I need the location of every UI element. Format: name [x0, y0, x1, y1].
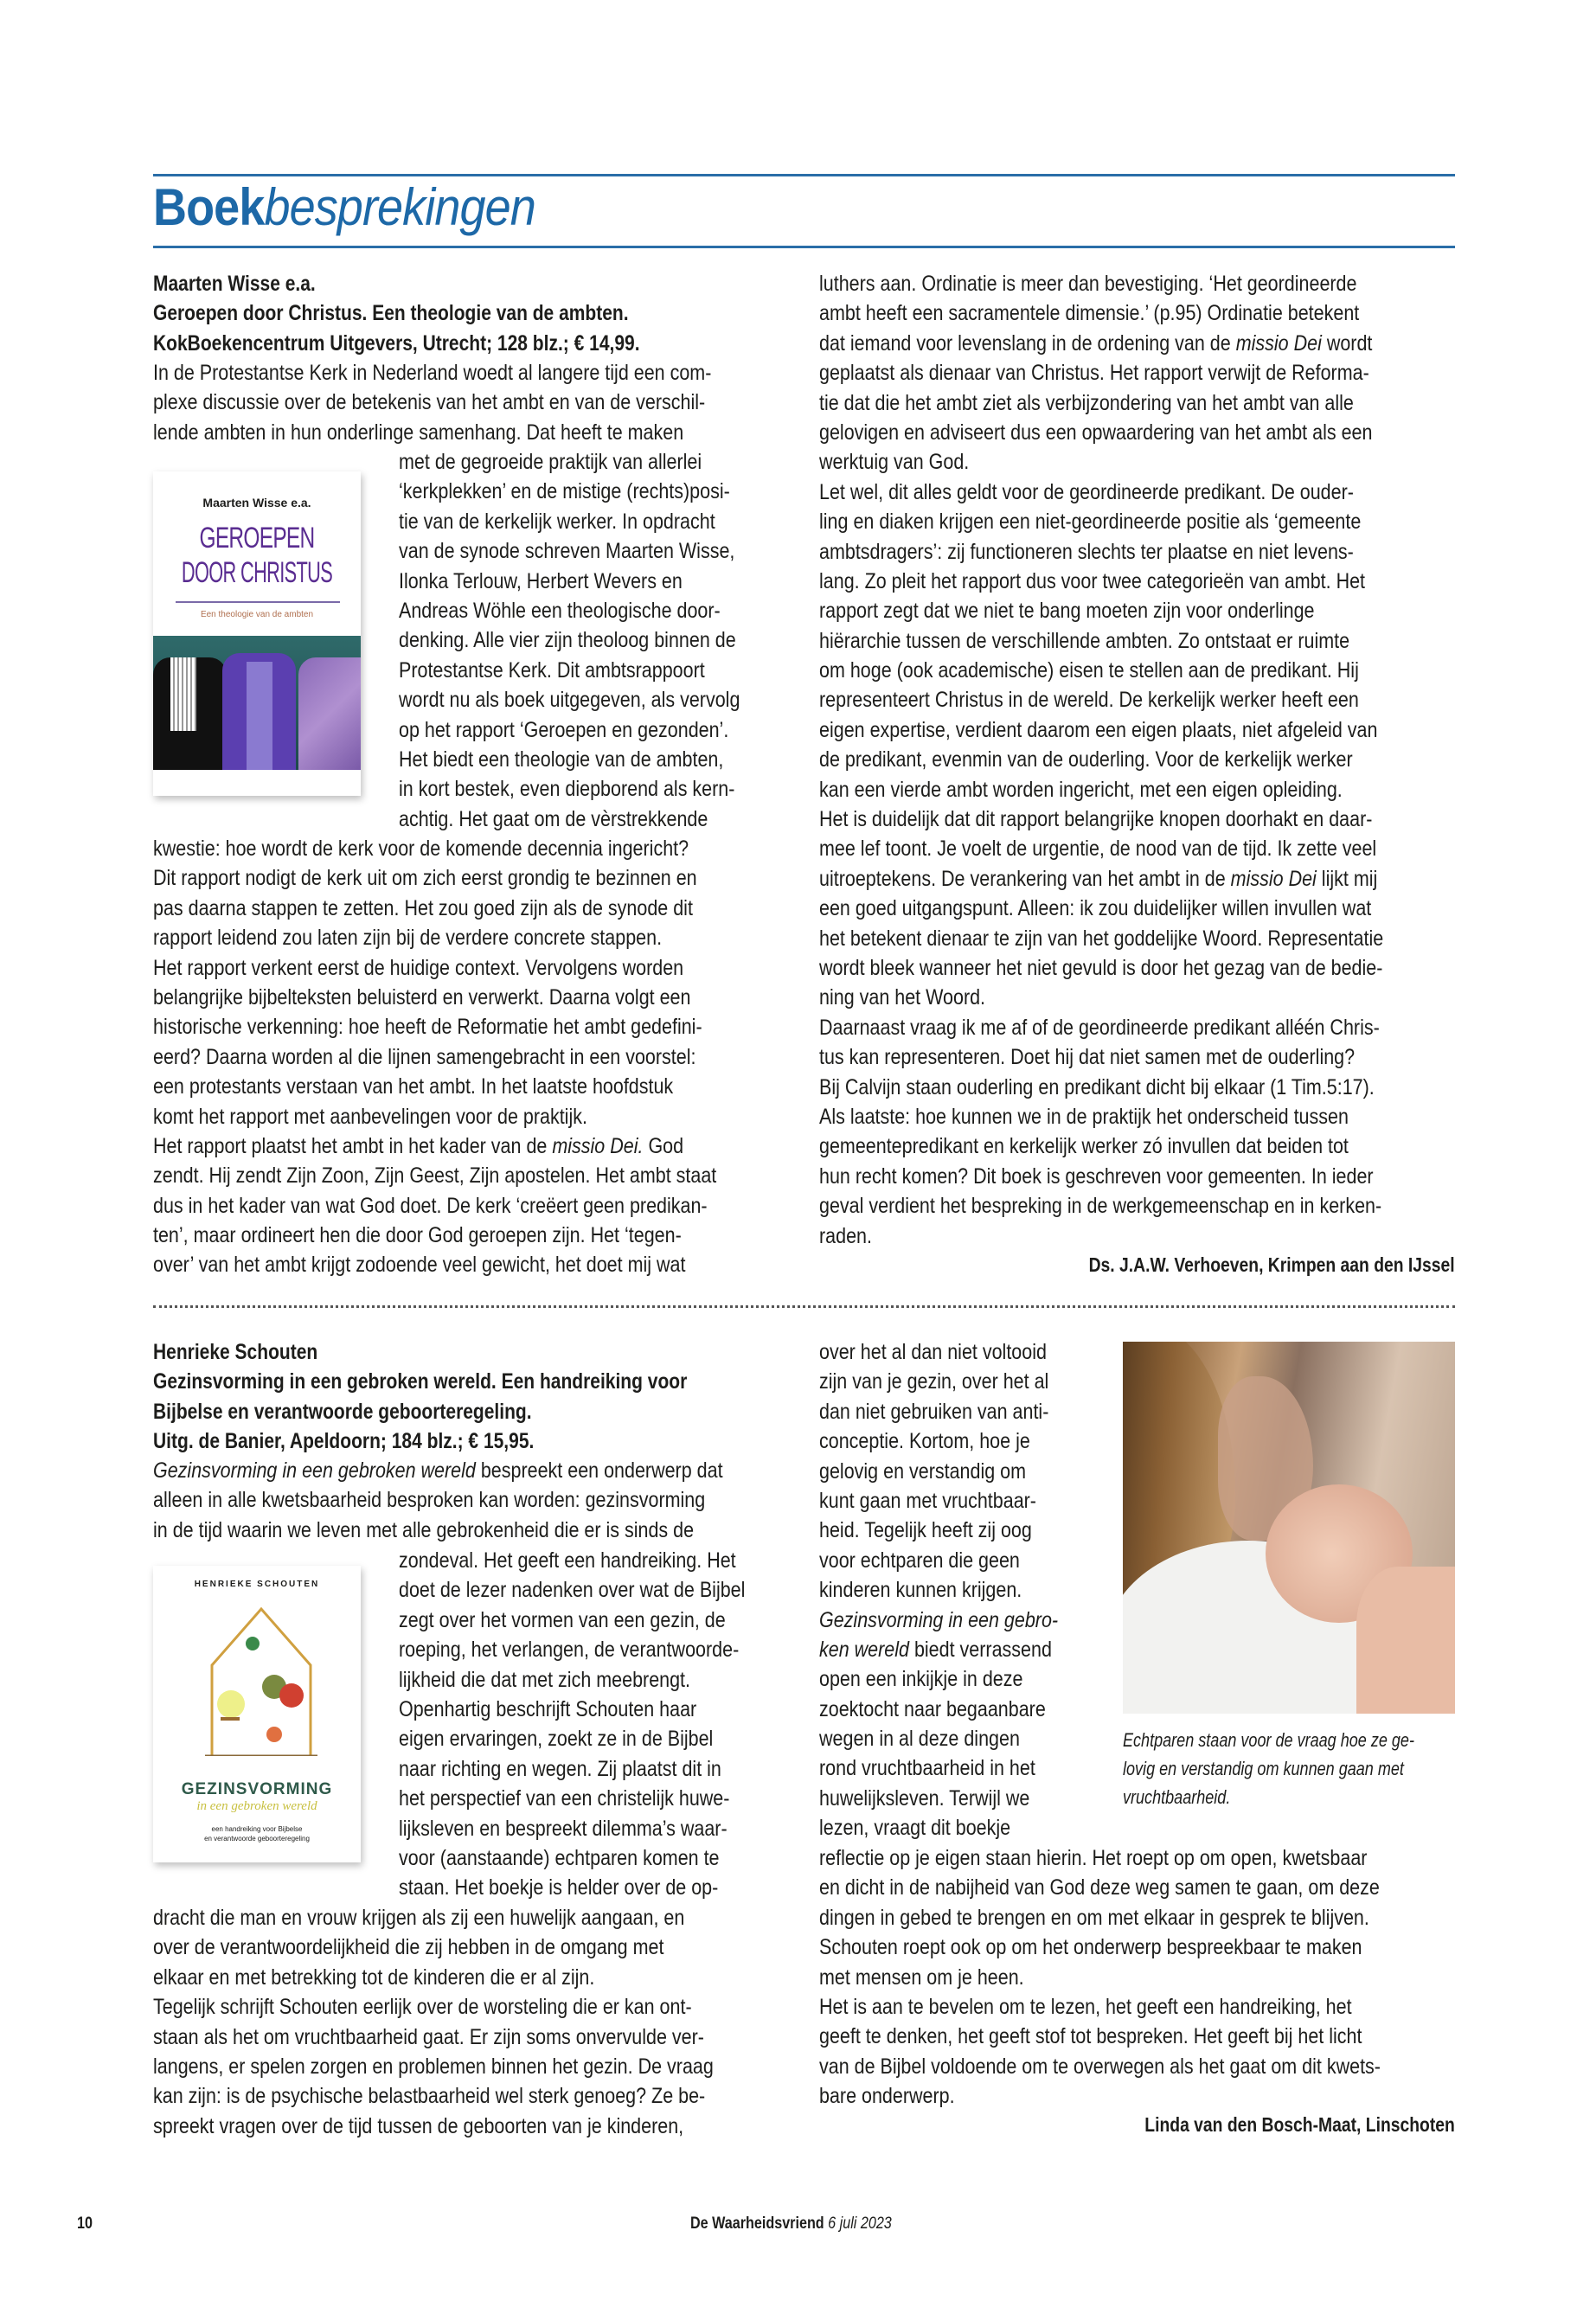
caption-line: lovig en verstandig om kunnen gaan met	[1123, 1758, 1404, 1779]
text-line: Het rapport verkent eerst de huidige context. Vervolgens worden	[153, 955, 684, 980]
text-line: belangrijke bijbelteksten beluisterd en verwerkt. Daarna volgt een	[153, 984, 691, 1009]
text-line: Henrieke Schouten	[153, 1340, 318, 1364]
text-line: mee lef toont. Je voelt de urgentie, de nood van de tijd. Ik zette veel	[819, 836, 1377, 862]
text-segment: bespreekt een onderwerp dat	[475, 1458, 723, 1483]
cover-illustration-robes	[153, 636, 361, 770]
text-line: doet de lezer nadenken over wat de Bijbel	[399, 1578, 746, 1603]
text-line	[819, 1635, 1058, 1664]
section-divider	[153, 1305, 1455, 1308]
text-line: ‘kerkplekken’ en de mistige (rechts)posi-	[399, 479, 730, 504]
text-line: raden.	[819, 1223, 872, 1248]
text-line: rapport zegt dat we niet te bang moeten zijn voor onderlinge	[819, 599, 1315, 624]
text-line: met mensen om je heen.	[819, 1965, 1024, 1990]
text-line: rond vruchtbaarheid in het	[819, 1756, 1035, 1781]
text-line: Dit rapport nodigt de kerk uit om zich eerst grondig te bezinnen en	[153, 866, 697, 891]
text-line: heid. Tegelijk heeft zij oog	[819, 1518, 1032, 1543]
text-line: kinderen kunnen krijgen.	[819, 1578, 1022, 1603]
title-bold: Boek	[153, 178, 265, 236]
text-line: eigen expertise, verdient daarom een eigen plaats, niet afgeleid van	[819, 717, 1378, 742]
text-line: open een inkijkje in deze	[819, 1667, 1023, 1692]
italic-text: Gezinsvorming in een gebro-	[819, 1607, 1059, 1632]
text-line: dan niet gebruiken van anti-	[819, 1399, 1049, 1424]
text-line: gelovig en verstandig om	[819, 1458, 1027, 1484]
page-title	[153, 177, 535, 237]
title-italic: besprekingen	[264, 178, 535, 236]
top-rule	[153, 174, 1455, 176]
text-line: het perspectief van een christelijk huwe-	[399, 1786, 730, 1811]
text-line: lende ambten in hun onderlinge samenhang. Dat heeft te maken	[153, 420, 684, 445]
text-line: Als laatste: hoe kunnen we in de praktijk het onderscheid tussen	[819, 1104, 1349, 1129]
text-line: het betekent dienaar te zijn van het goddelijke Woord. Representatie	[819, 926, 1384, 951]
text-line: over de verantwoordelijkheid die zij hebben in de omgang met	[153, 1935, 664, 1960]
text-line: op het rapport ‘Geroepen en gezonden’.	[399, 717, 729, 742]
review2-heading	[153, 1337, 789, 1457]
text-line: geval verdient het bespreking in de werkgemeenschap en in kerken-	[819, 1194, 1382, 1219]
cover-title-line2: DOOR CHRISTUS	[181, 556, 333, 589]
text-line: elkaar en met betrekking tot de kinderen die er al zijn.	[153, 1965, 595, 1990]
text-line: roeping, het verlangen, de verantwoorde-	[399, 1638, 740, 1663]
book-cover-geroepen-door-christus	[153, 471, 361, 796]
caption-line: Echtparen staan voor de vraag hoe ze ge-	[1123, 1729, 1414, 1751]
text-line	[819, 864, 1383, 894]
review2-body-bottom	[153, 1903, 804, 2141]
text-line: over’ van het ambt krijgt zodoende veel gewicht, het doet mij wat	[153, 1253, 686, 1278]
text-line: representeert Christus in de wereld. De kerkelijk werker heeft een	[819, 688, 1359, 713]
text-line: zendt. Hij zendt Zijn Zoon, Zijn Geest, Zijn apostelen. Het ambt staat	[153, 1163, 717, 1189]
text-line: kunt gaan met vruchtbaar-	[819, 1488, 1036, 1513]
house-illustration	[205, 1600, 317, 1756]
cover-author: HENRIEKE SCHOUTEN	[194, 1580, 320, 1589]
review1-body-col2	[819, 269, 1475, 1251]
text-line	[819, 329, 1383, 358]
text-line: KokBoekencentrum Uitgevers, Utrecht; 128 blz.; € 14,99.	[153, 330, 640, 356]
text-line: en dicht in de nabijheid van God deze weg samen te gaan, om deze	[819, 1875, 1380, 1900]
cover-title-line1: GEROEPEN	[199, 522, 315, 554]
text-line: lang. Zo pleit het rapport dus voor twee categorieën van ambt. Het	[819, 568, 1366, 593]
text-line: In de Protestantse Kerk in Nederland woedt al langere tijd een com-	[153, 361, 712, 385]
cover-subtitle: in een gebroken wereld	[196, 1799, 317, 1813]
text-line: Bij Calvijn staan ouderling en predikant dicht bij elkaar (1 Tim.5:17).	[819, 1074, 1375, 1099]
text-segment: dat iemand voor levenslang in de ordening van de	[819, 330, 1236, 356]
text-line: Tegelijk schrijft Schouten eerlijk over de worsteling die er kan ont-	[153, 1995, 692, 2020]
photo-mother-with-baby	[1123, 1342, 1455, 1714]
text-line: Let wel, dit alles geldt voor de geordineerde predikant. De ouder-	[819, 479, 1354, 504]
text-line: tus kan representeren. Doet hij dat niet samen met de ouderling?	[819, 1045, 1356, 1070]
page-number: 10	[77, 2214, 93, 2233]
text-line: denking. Alle vier zijn theoloog binnen de	[399, 628, 736, 653]
book-cover-gezinsvorming	[153, 1566, 361, 1862]
text-segment: lijkt mij	[1316, 866, 1378, 891]
text-line: Openhartig beschrijft Schouten haar	[399, 1696, 697, 1721]
text-line: wordt nu als boek uitgegeven, als vervolg	[399, 688, 740, 713]
text-line: historische verkenning: hoe heeft de Reformatie het ambt gedefini-	[153, 1015, 702, 1040]
text-line: ambtsdragers’: zij functioneren slechts ter plaatse en niet levens-	[819, 539, 1354, 564]
text-line: geeft te denken, het geeft stof tot bespreken. Het geeft bij het licht	[819, 2024, 1362, 2049]
text-line: kwestie: hoe wordt de kerk voor de komende decennia ingericht?	[153, 836, 689, 861]
text-line	[819, 1606, 1058, 1635]
text-segment: uitroeptekens. De verankering van het ambt in de	[819, 866, 1231, 891]
text-line: wordt bleek wanneer het niet gevuld is door het gezag van de bedie-	[819, 955, 1383, 980]
text-segment: biedt verrassend	[908, 1637, 1052, 1662]
cover-title: GEZINSVORMING	[181, 1780, 333, 1798]
text-line: Protestantse Kerk. Dit ambtsrappoort	[399, 657, 705, 683]
text-line: langens, er spelen zorgen en problemen binnen het gezin. De vraag	[153, 2054, 714, 2079]
text-line: achtig. Het gaat om de vèrstrekkende	[399, 806, 708, 831]
text-line: zondeval. Het geeft een handreiking. Het	[399, 1548, 736, 1573]
text-line	[153, 1131, 716, 1161]
text-line: rapport leidend zou laten zijn bij de verdere concrete stappen.	[153, 926, 663, 951]
text-line: lezen, vraagt dit boekje	[819, 1816, 1011, 1841]
text-line: pas daarna stappen te zetten. Het zou goed zijn als de synode dit	[153, 895, 693, 920]
text-line: tie van de kerkelijk werker. In opdracht	[399, 509, 715, 534]
text-line: een goed uitgangspunt. Alleen: ik zou duidelijker willen invullen wat	[819, 896, 1372, 921]
text-line: dingen in gebed te brengen en om met elkaar in gesprek te blijven.	[819, 1905, 1369, 1930]
text-line: werktuig van God.	[819, 450, 970, 475]
text-line: voor (aanstaande) echtparen komen te	[399, 1845, 720, 1870]
text-line: dus in het kader van wat God doet. De kerk ‘creëert geen predikan-	[153, 1193, 708, 1218]
text-line: kan zijn: is de psychische belastbaarheid wel sterk genoeg? Ze be-	[153, 2084, 706, 2109]
text-line: Het biedt een theologie van de ambten,	[399, 747, 724, 772]
text-line: om hoge (ook academische) eisen te stellen aan de predikant. Hij	[819, 658, 1359, 683]
cover-author: Maarten Wisse e.a.	[202, 496, 311, 510]
text-line: eerd? Daarna worden al die lijnen samengebracht in een voorstel:	[153, 1044, 696, 1069]
text-line: in de tijd waarin we leven met alle gebrokenheid die er is sinds de	[153, 1517, 695, 1542]
text-line: staan. Het boekje is helder over de op-	[399, 1875, 719, 1900]
text-line: geplaatst als dienaar van Christus. Het rapport verwijt de Reforma-	[819, 361, 1369, 386]
review1-body-top	[153, 358, 802, 447]
italic-text: Gezinsvorming in een gebroken wereld	[153, 1458, 476, 1483]
text-line	[153, 1456, 723, 1485]
text-line: dracht die man en vrouw krijgen als zij een huwelijk aangaan, en	[153, 1906, 685, 1930]
review2-body-wrap	[399, 1546, 802, 1903]
text-line: in kort bestek, even diepborend als kern-	[399, 777, 735, 802]
text-line: plexe discussie over de betekenis van het ambt en van de verschil-	[153, 390, 706, 415]
photo-caption	[1123, 1726, 1469, 1811]
text-line: Bijbelse en verantwoorde geboorteregeling.	[153, 1399, 532, 1424]
text-line: ling en diaken krijgen een niet-geordineerde positie als ‘gemeente	[819, 510, 1362, 535]
text-line: Gezinsvorming in een gebroken wereld. Een handreiking voor	[153, 1369, 688, 1394]
review2-body-col2-bottom	[819, 1843, 1472, 2112]
review2-body-top	[153, 1456, 816, 1545]
text-segment: God	[643, 1133, 684, 1158]
italic-text: missio Dei	[1235, 330, 1322, 356]
text-line: Ilonka Terlouw, Herbert Wevers en	[399, 568, 683, 593]
text-line: Daarnaast vraag ik me af of de geordineerde predikant alléén Chris-	[819, 1015, 1380, 1040]
text-line: gelovigen en adviseert dus een opwaardering van het ambt als een	[819, 420, 1373, 445]
text-line: gemeentepredikant en kerkelijk werker zó invullen dat beiden tot	[819, 1134, 1349, 1159]
text-line: met de gegroeide praktijk van allerlei	[399, 450, 702, 474]
review2-body-col2-narrow	[819, 1337, 1097, 1843]
text-line: zijn van je gezin, over het al	[819, 1369, 1049, 1394]
text-line: staan als het om vruchtbaarheid gaat. Er zijn soms onvervulde ver-	[153, 2024, 704, 2049]
text-line: tie dat die het ambt ziet als verbijzondering van het ambt van alle	[819, 390, 1354, 415]
text-line: Het is aan te bevelen om te lezen, het geeft een handreiking, het	[819, 1994, 1352, 2019]
text-line: ten’, maar ordineert hen die door God geroepen zijn. Het ‘tegen-	[153, 1223, 682, 1248]
text-line: alleen in alle kwetsbaarheid besproken kan worden: gezinsvorming	[153, 1488, 706, 1513]
text-line: van de Bijbel voldoende om te overwegen als het gaat om dit kwets-	[819, 2054, 1381, 2079]
italic-text: missio Dei	[1230, 866, 1317, 891]
publication-name: De Waarheidsvriend	[690, 2214, 824, 2233]
text-segment: Het rapport plaatst het ambt in het kader van de	[153, 1133, 553, 1158]
text-line: reflectie op je eigen staan hierin. Het roept op om open, kwetsbaar	[819, 1846, 1368, 1870]
text-line: van de synode schreven Maarten Wisse,	[399, 539, 735, 564]
text-line: de predikant, evenmin van de ouderling. Voor de kerkelijk werker	[819, 747, 1353, 772]
text-line: zegt over het vormen van een gezin, de	[399, 1607, 726, 1632]
italic-text: missio Dei.	[552, 1133, 644, 1158]
text-line: voor echtparen die geen	[819, 1548, 1020, 1573]
review1-signature: Ds. J.A.W. Verhoeven, Krimpen aan den IJssel	[1088, 1253, 1455, 1276]
text-line: Maarten Wisse e.a.	[153, 272, 316, 296]
text-line: ambt heeft een sacramentele dimensie.’ (p.95) Ordinatie betekent	[819, 301, 1360, 326]
text-line: huwelijksleven. Terwijl we	[819, 1785, 1030, 1811]
text-line: over het al dan niet voltooid	[819, 1340, 1047, 1364]
cover-tagline-2: en verantwoorde geboorteregeling	[204, 1835, 310, 1843]
text-line: luthers aan. Ordinatie is meer dan bevestiging. ‘Het geordineerde	[819, 272, 1357, 296]
review1-heading	[153, 269, 733, 358]
text-line: een protestants verstaan van het ambt. In het laatste hoofdstuk	[153, 1074, 674, 1099]
italic-text: ken wereld	[819, 1637, 909, 1662]
text-line: lijkheid die dat met zich meebrengt.	[399, 1667, 691, 1692]
text-line: zoektocht naar begaanbare	[819, 1696, 1046, 1721]
text-line: Uitg. de Banier, Apeldoorn; 184 blz.; € 15,95.	[153, 1429, 535, 1454]
footer-publication	[690, 2214, 892, 2234]
text-line: conceptie. Kortom, hoe je	[819, 1429, 1030, 1454]
text-line: kan een vierde ambt worden ingericht, met een eigen opleiding.	[819, 777, 1343, 802]
text-line: ning van het Woord.	[819, 985, 986, 1010]
review2-signature: Linda van den Bosch-Maat, Linschoten	[1144, 2113, 1455, 2136]
text-line: bare onderwerp.	[819, 2084, 955, 2109]
text-line: lijksleven en bespreekt dilemma’s waar-	[399, 1816, 727, 1841]
text-line: hun recht komen? Dit boek is geschreven voor gemeenten. In ieder	[819, 1163, 1374, 1189]
caption-line: vruchtbaarheid.	[1123, 1786, 1231, 1808]
text-line: wegen in al deze dingen	[819, 1727, 1020, 1752]
review1-body-bottom	[153, 834, 808, 1280]
cover-subtitle: Een theologie van de ambten	[200, 610, 314, 619]
text-line: Andreas Wöhle een theologische door-	[399, 598, 721, 623]
review1-body-wrap	[399, 447, 796, 834]
text-line: komt het rapport met aanbevelingen voor de praktijk.	[153, 1104, 587, 1129]
text-line: naar richting en wegen. Zij plaatst dit in	[399, 1756, 721, 1781]
text-line: eigen ervaringen, zoekt ze in de Bijbel	[399, 1727, 714, 1752]
publication-date: 6 juli 2023	[828, 2214, 892, 2233]
text-line: Het is duidelijk dat dit rapport belangrijke knopen doorhakt en daar-	[819, 807, 1373, 832]
text-line: Geroepen door Christus. Een theologie van de ambten.	[153, 301, 629, 326]
text-line: Schouten roept ook op om het onderwerp bespreekbaar te maken	[819, 1935, 1362, 1960]
text-line: spreekt vragen over de tijd tussen de geboorten van je kinderen,	[153, 2113, 684, 2138]
text-segment: wordt	[1321, 330, 1373, 356]
cover-tagline-1: een handreiking voor Bijbelse	[211, 1825, 303, 1833]
text-line: hiërarchie tussen de verschillende ambten. Zo ontstaat er ruimte	[819, 628, 1350, 653]
title-underline-rule	[153, 246, 1455, 248]
